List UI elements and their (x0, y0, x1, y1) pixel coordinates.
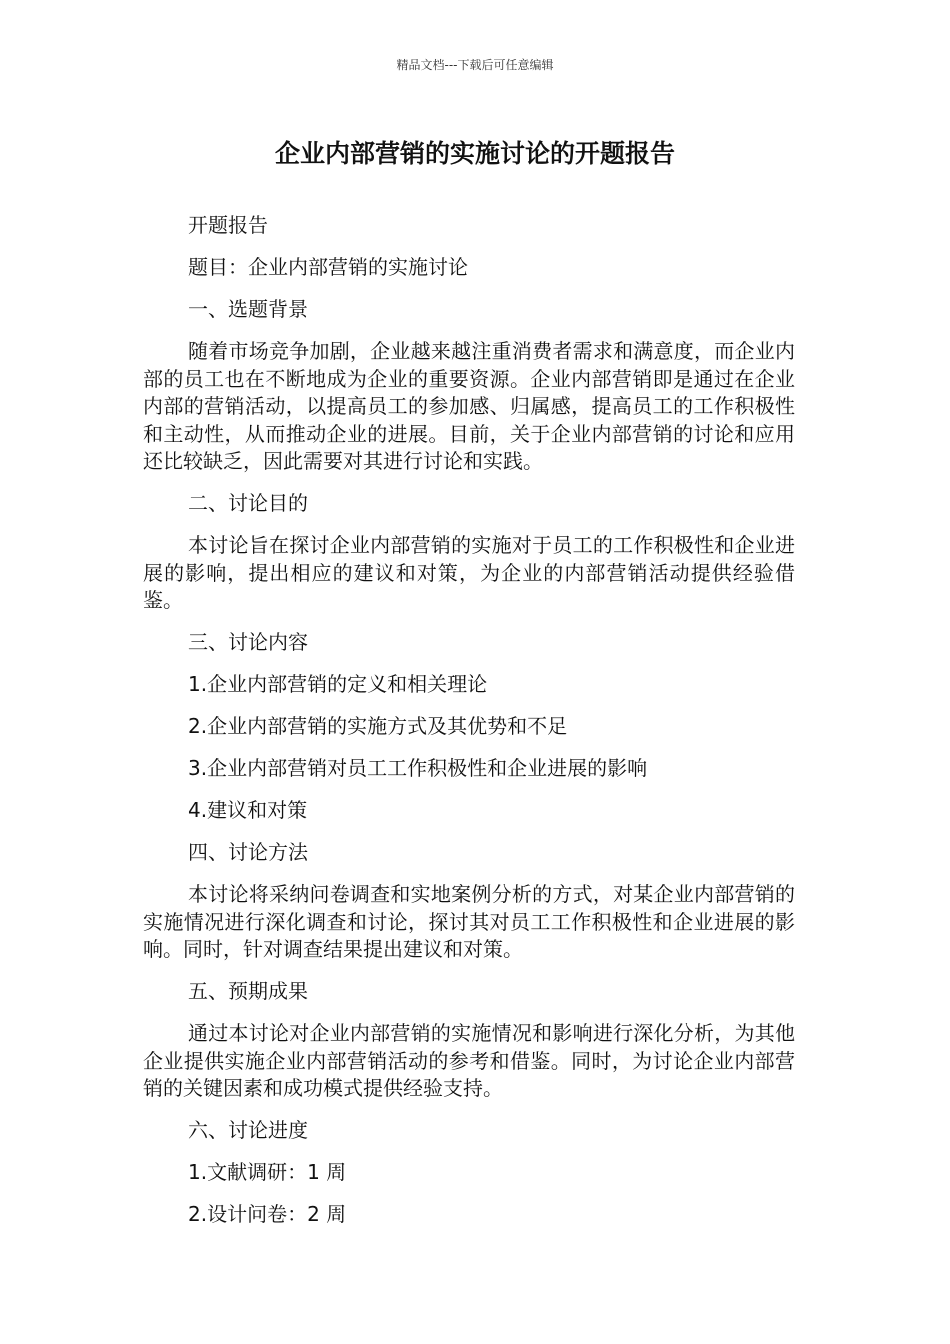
section-heading-schedule: 六、讨论进度 (188, 1118, 308, 1142)
section-heading-purpose: 二、讨论目的 (188, 491, 308, 515)
paragraph-method: 本讨论将采纳问卷调查和实地案例分析的方式，对某企业内部营销的实施情况进行深化调查和讨论，探讨其对员工工作积极性和企业进展的影响。同时，针对调查结果提出建议和对策。 (143, 882, 795, 961)
header-note: 精品文档---下载后可任意编辑 (396, 58, 554, 72)
list-item: 4.建议和对策 (188, 798, 308, 822)
list-item: 1.文献调研：1 周 (188, 1160, 347, 1184)
paragraph-purpose: 本讨论旨在探讨企业内部营销的实施对于员工的工作积极性和企业进展的影响，提出相应的建议和对策，为企业的内部营销活动提供经验借鉴。 (143, 533, 795, 612)
list-item: 2.企业内部营销的实施方式及其优势和不足 (188, 714, 568, 738)
paragraph-background: 随着市场竞争加剧，企业越来越注重消费者需求和满意度，而企业内部的员工也在不断地成为企业的重要资源。企业内部营销即是通过在企业内部的营销活动，以提高员工的参加感、归属感，提高员工的工作积极性和主动性，从而推动企业的进展。目前，关于企业内部营销的讨论和应用还比较缺乏，因此需要对其进行讨论和实践。 (143, 339, 795, 473)
list-item: 2.设计问卷：2 周 (188, 1202, 347, 1226)
document-title: 企业内部营销的实施讨论的开题报告 (274, 139, 675, 168)
section-heading-outcomes: 五、预期成果 (188, 979, 308, 1003)
section-heading-content: 三、讨论内容 (188, 630, 308, 654)
topic-line: 题目：企业内部营销的实施讨论 (188, 255, 468, 279)
list-item: 3.企业内部营销对员工工作积极性和企业进展的影响 (188, 756, 648, 780)
list-item: 1.企业内部营销的定义和相关理论 (188, 672, 488, 696)
heading-report: 开题报告 (188, 213, 268, 237)
paragraph-outcomes: 通过本讨论对企业内部营销的实施情况和影响进行深化分析，为其他企业提供实施企业内部营销活动的参考和借鉴。同时，为讨论企业内部营销的关键因素和成功模式提供经验支持。 (143, 1021, 795, 1100)
document-body (143, 212, 795, 1229)
section-heading-background: 一、选题背景 (188, 297, 308, 321)
section-heading-method: 四、讨论方法 (188, 840, 308, 864)
